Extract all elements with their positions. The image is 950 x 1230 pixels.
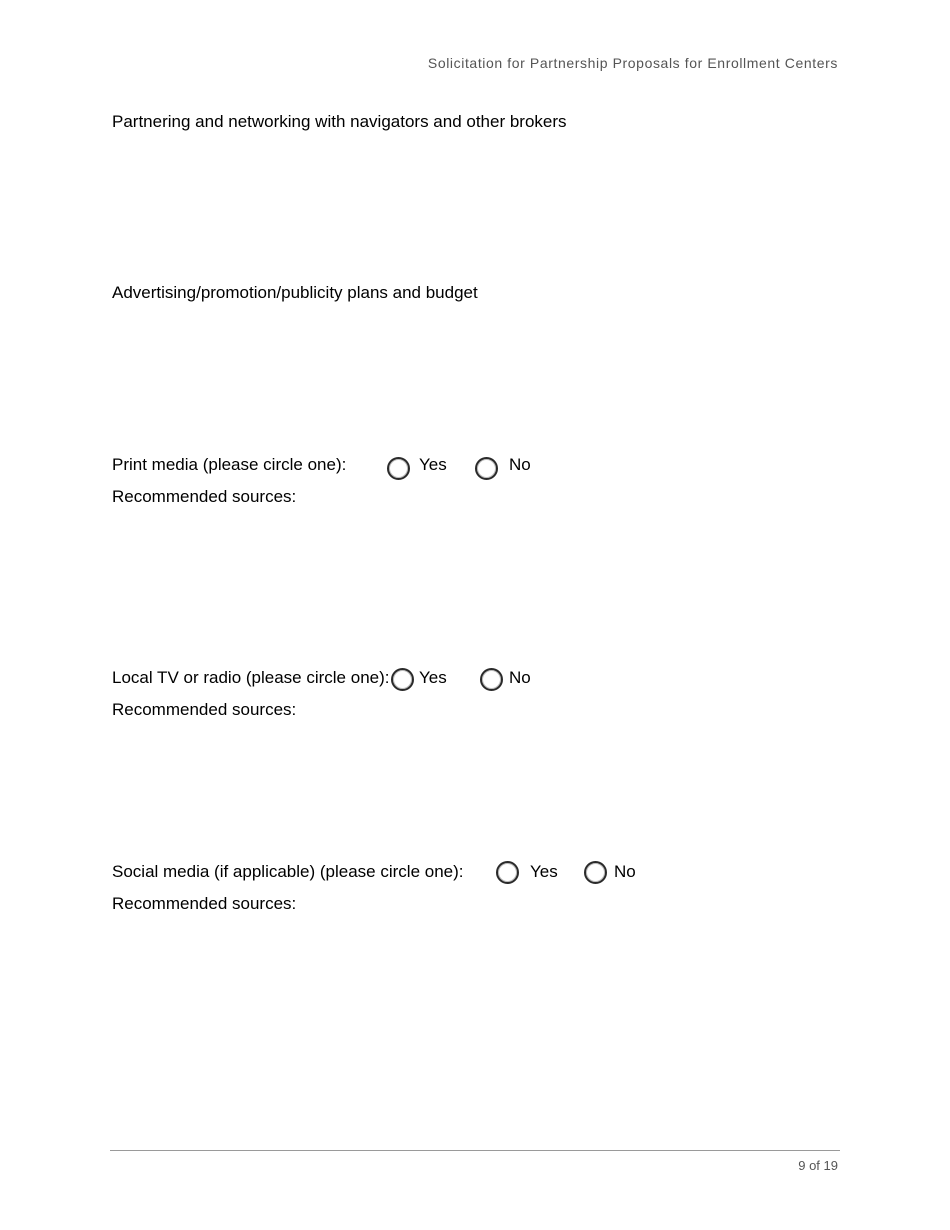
local-tv-radio-no-label: No — [509, 668, 531, 687]
document-header-title: Solicitation for Partnership Proposals for Enrollment Centers — [427, 55, 838, 71]
print-media-no-label: No — [509, 455, 531, 474]
social-media-label: Social media (if applicable) (please circle one): — [112, 862, 464, 881]
local-tv-radio-sources-label: Recommended sources: — [112, 700, 297, 719]
local-tv-radio-label: Local TV or radio (please circle one): — [112, 668, 390, 687]
social-media-sources-label: Recommended sources: — [112, 894, 297, 913]
local-tv-radio-no-radio[interactable] — [480, 668, 503, 691]
local-tv-radio-yes-label: Yes — [419, 668, 447, 687]
section-partnering-heading: Partnering and networking with navigators and other brokers — [112, 112, 567, 131]
local-tv-radio-yes-radio[interactable] — [391, 668, 414, 691]
page-number: 9 of 19 — [798, 1158, 838, 1173]
print-media-yes-label: Yes — [419, 455, 447, 474]
print-media-sources-label: Recommended sources: — [112, 487, 297, 506]
social-media-yes-radio[interactable] — [496, 861, 519, 884]
social-media-yes-label: Yes — [530, 862, 558, 881]
social-media-no-label: No — [614, 862, 636, 881]
print-media-label: Print media (please circle one): — [112, 455, 347, 474]
footer-divider — [110, 1150, 840, 1151]
print-media-yes-radio[interactable] — [387, 457, 410, 480]
social-media-no-radio[interactable] — [584, 861, 607, 884]
section-advertising-heading: Advertising/promotion/publicity plans and budget — [112, 283, 478, 302]
print-media-no-radio[interactable] — [475, 457, 498, 480]
